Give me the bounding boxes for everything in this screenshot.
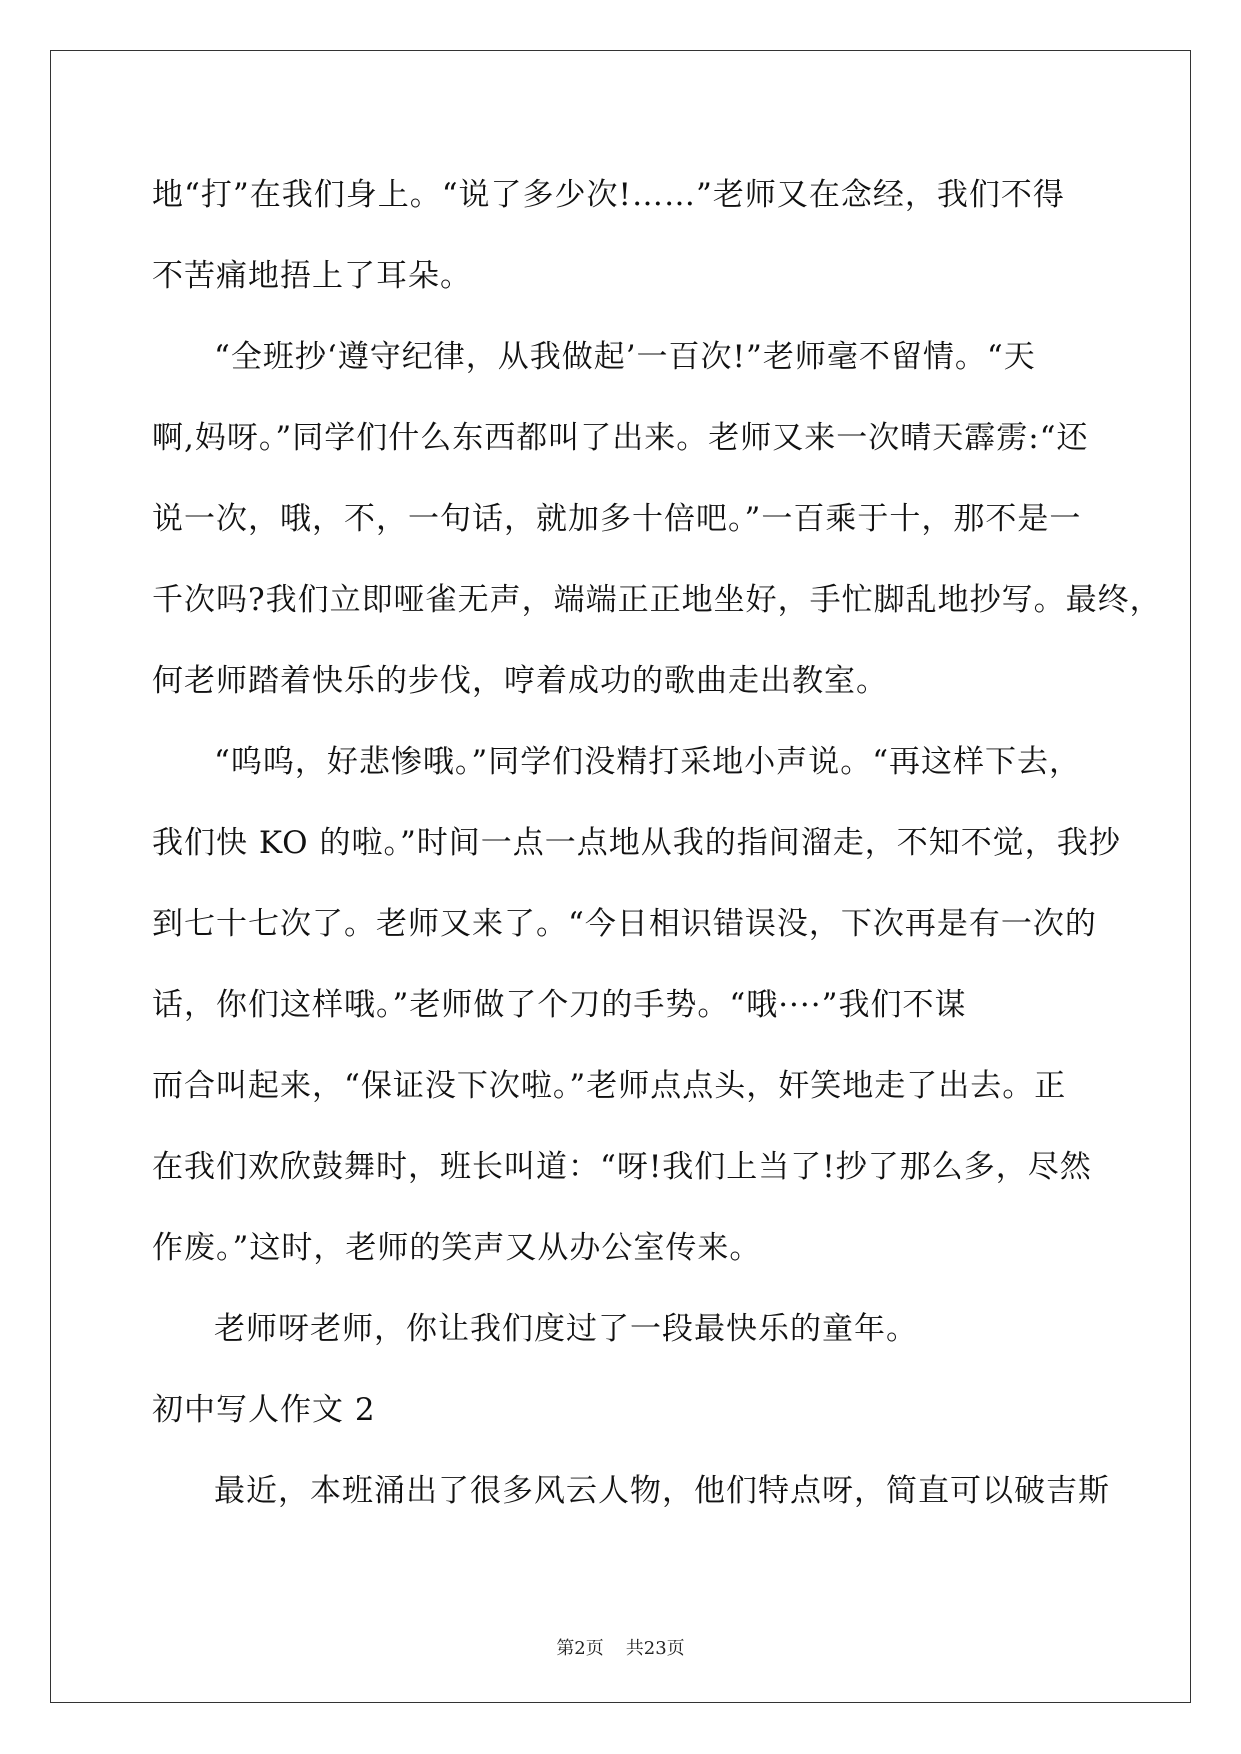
text-line-14: 作废。”这时，老师的笑声又从办公室传来。 <box>152 1230 762 1266</box>
text-line-4: 啊,妈呀。”同学们什么东西都叫了出来。老师又来一次晴天霹雳:“还 <box>152 420 1089 456</box>
text-line-7: 何老师踏着快乐的步伐，哼着成功的歌曲走出教室。 <box>152 663 888 699</box>
text-line-11: 话，你们这样哦。”老师做了个刀的手势。“哦····”我们不谋 <box>152 987 967 1023</box>
text-line-15: 老师呀老师，你让我们度过了一段最快乐的童年。 <box>214 1311 918 1347</box>
text-line-17: 最近，本班涌出了很多风云人物，他们特点呀，简直可以破吉斯 <box>214 1473 1110 1509</box>
page-footer <box>0 1637 1241 1661</box>
section-heading: 初中写人作文 2 <box>152 1392 376 1428</box>
text-line-8: “呜呜，好悲惨哦。”同学们没精打采地小声说。“再这样下去， <box>214 744 1082 780</box>
document-body <box>152 155 1162 1532</box>
text-line-9: 我们快 KO 的啦。”时间一点一点地从我的指间溜走，不知不觉，我抄 <box>152 825 1121 861</box>
text-line-13: 在我们欢欣鼓舞时，班长叫道：“呀!我们上当了!抄了那么多，尽然 <box>152 1149 1092 1185</box>
text-line-1: 地“打”在我们身上。“说了多少次!……”老师又在念经，我们不得 <box>152 177 1065 213</box>
page-total: 共23页 <box>625 1638 685 1659</box>
text-line-2: 不苦痛地捂上了耳朵。 <box>152 258 472 294</box>
text-line-6: 千次吗?我们立即哑雀无声，端端正正地坐好，手忙脚乱地抄写。最终， <box>152 582 1162 618</box>
page-number: 第2页 <box>556 1638 604 1659</box>
text-line-5: 说一次，哦，不，一句话，就加多十倍吧。”一百乘于十，那不是一 <box>152 501 1082 537</box>
text-line-12: 而合叫起来，“保证没下次啦。”老师点点头，奸笑地走了出去。正 <box>152 1068 1067 1104</box>
text-line-10: 到七十七次了。老师又来了。“今日相识错误没，下次再是有一次的 <box>152 906 1097 942</box>
text-line-3: “全班抄‘遵守纪律，从我做起’一百次!”老师毫不留情。“天 <box>214 339 1036 375</box>
